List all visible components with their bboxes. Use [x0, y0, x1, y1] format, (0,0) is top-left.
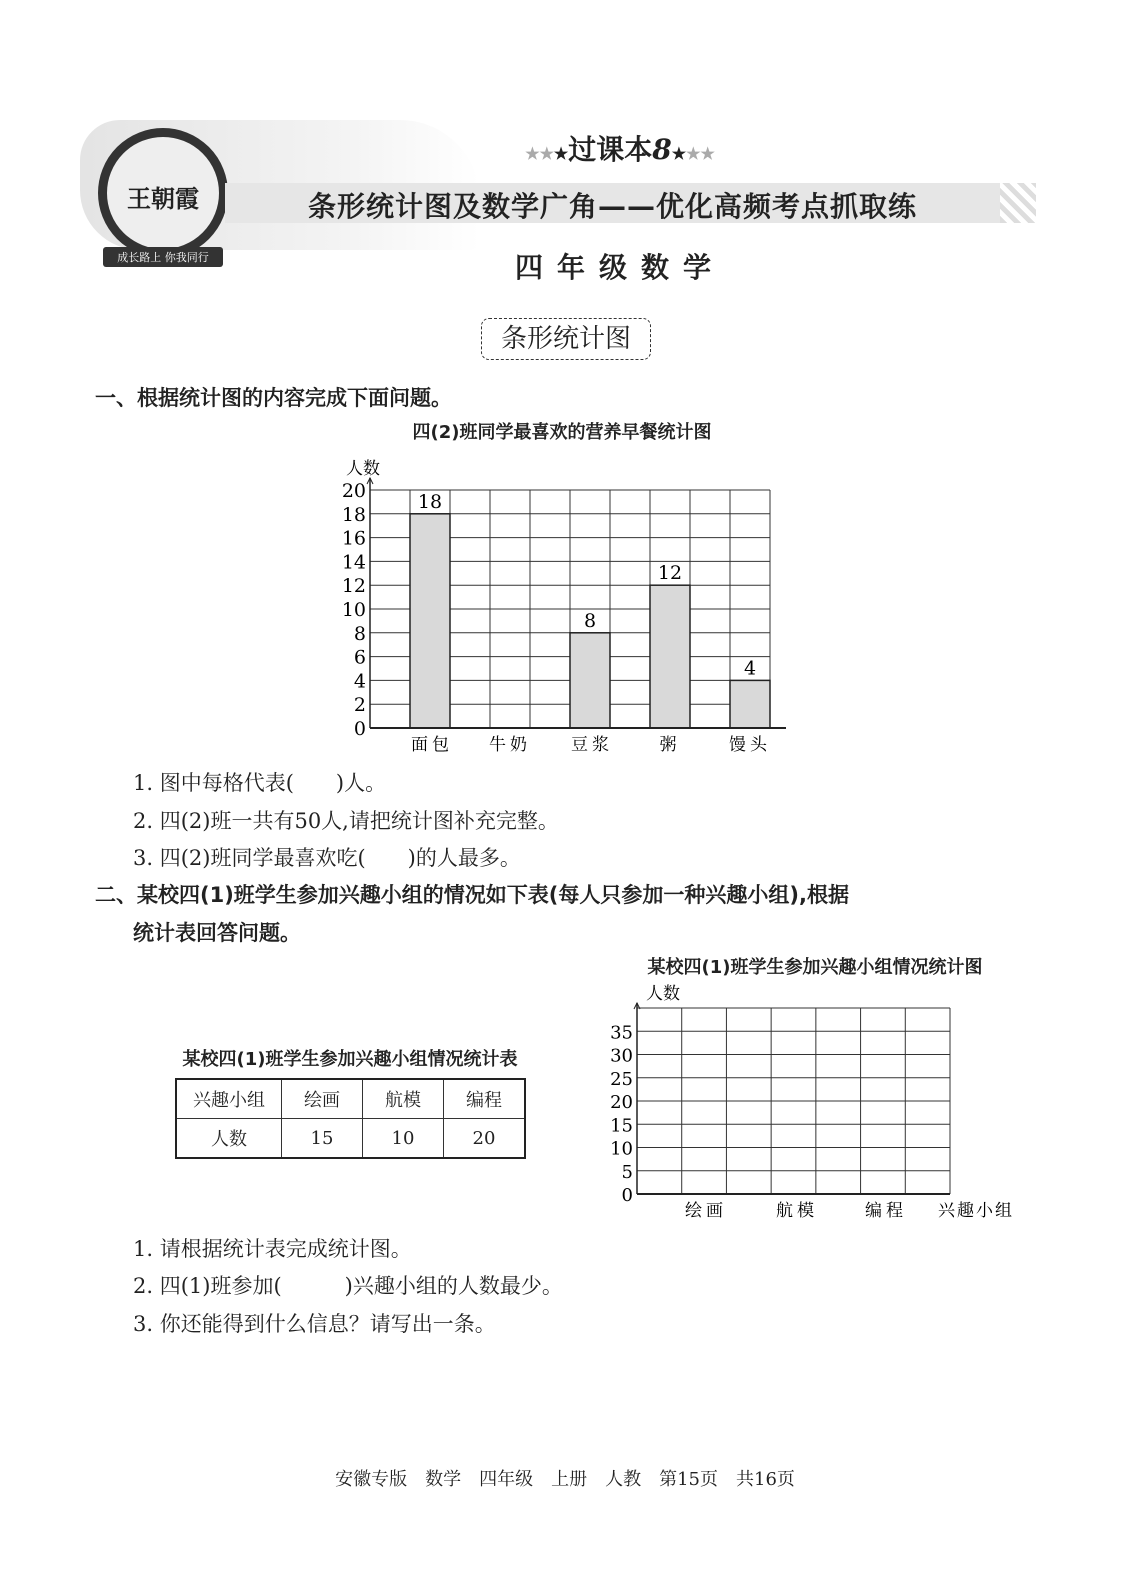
table-title: 某校四(1)班学生参加兴趣小组情况统计表	[182, 1049, 518, 1070]
question-1-sub-3: 3. 四(2)班同学最喜欢吃( )的人最多。	[133, 846, 521, 870]
y-tick-label: 18	[341, 503, 366, 526]
y-tick-label: 14	[341, 551, 366, 574]
bar-馒头	[730, 680, 770, 728]
bar-面包	[410, 514, 450, 728]
y-tick-label: 15	[610, 1115, 633, 1137]
y-tick-label: 16	[341, 527, 366, 550]
chart-1-title: 四(2)班同学最喜欢的营养早餐统计图	[412, 422, 712, 443]
x-tick-label: 馒头	[729, 735, 771, 755]
y-axis-label: 人数	[646, 984, 680, 1004]
bar-粥	[650, 585, 690, 728]
table-cell: 15	[282, 1119, 363, 1159]
question-1-heading: 一、根据统计图的内容完成下面问题。	[95, 386, 452, 410]
table-cell: 10	[363, 1119, 444, 1159]
table-cell: 人数	[176, 1119, 282, 1159]
y-tick-label: 20	[610, 1092, 633, 1113]
question-2-sub-2: 2. 四(1)班参加( )兴趣小组的人数最少。	[133, 1274, 563, 1298]
lesson-kicker: ★★★过课本8★★★	[525, 133, 715, 166]
bar-豆浆	[570, 633, 610, 728]
x-tick-label: 豆浆	[571, 735, 613, 755]
x-tick-label: 粥	[659, 735, 681, 755]
y-tick-label: 0	[621, 1185, 633, 1206]
data-label: 18	[417, 490, 443, 513]
brand-logo: 王朝霞 成长路上 你我同行	[98, 128, 228, 258]
star-icon: ★	[553, 144, 569, 163]
x-axis-label: 兴趣小组	[938, 1201, 1014, 1221]
data-label: 4	[743, 657, 757, 680]
y-tick-label: 25	[610, 1068, 633, 1090]
x-tick-label: 牛奶	[489, 735, 531, 755]
x-tick-label: 面包	[411, 735, 453, 755]
data-label: 8	[583, 609, 597, 632]
question-2-heading-cont: 统计表回答问题。	[133, 921, 301, 945]
y-tick-label: 10	[610, 1138, 633, 1160]
table-cell: 20	[444, 1119, 526, 1159]
y-tick-label: 35	[610, 1022, 633, 1044]
question-2-sub-3: 3. 你还能得到什么信息？请写出一条。	[133, 1312, 496, 1336]
page-footer: 安徽专版 数学 四年级 上册 人教 第15页 共16页	[335, 1469, 795, 1490]
data-label: 12	[657, 562, 683, 585]
y-tick-label: 4	[353, 670, 366, 693]
table-cell: 编程	[444, 1079, 526, 1119]
table-cell: 绘画	[282, 1079, 363, 1119]
x-tick-label: 绘画	[685, 1201, 727, 1221]
table-cell: 航模	[363, 1079, 444, 1119]
chart-2-title: 某校四(1)班学生参加兴趣小组情况统计图	[647, 957, 983, 978]
y-tick-label: 5	[621, 1161, 633, 1183]
star-icon: ★	[671, 144, 687, 163]
y-tick-label: 10	[341, 599, 366, 621]
section-title: 条形统计图	[481, 318, 651, 360]
table-cell: 兴趣小组	[176, 1079, 282, 1119]
question-1-sub-1: 1. 图中每格代表( )人。	[133, 771, 387, 795]
star-icon: ★★	[525, 144, 554, 163]
x-tick-label: 编程	[865, 1201, 907, 1221]
question-2-sub-1: 1. 请根据统计表完成统计图。	[133, 1237, 412, 1261]
y-tick-label: 6	[353, 646, 366, 669]
y-tick-label: 30	[610, 1045, 633, 1067]
question-1-sub-2: 2. 四(2)班一共有50人,请把统计图补充完整。	[133, 809, 559, 833]
y-tick-label: 8	[353, 622, 366, 645]
y-tick-label: 20	[341, 480, 366, 502]
y-tick-label: 2	[353, 694, 366, 717]
y-tick-label: 12	[341, 575, 366, 598]
page-title: 条形统计图及数学广角——优化高频考点抓取练	[307, 190, 917, 223]
y-axis-label: 人数	[346, 459, 380, 479]
question-2-heading: 二、某校四(1)班学生参加兴趣小组的情况如下表(每人只参加一种兴趣小组),根据	[95, 883, 849, 907]
star-icon: ★★	[686, 144, 715, 163]
grade-subject: 四年级数学	[514, 251, 725, 284]
x-tick-label: 航模	[776, 1201, 818, 1221]
y-tick-label: 0	[353, 718, 366, 740]
